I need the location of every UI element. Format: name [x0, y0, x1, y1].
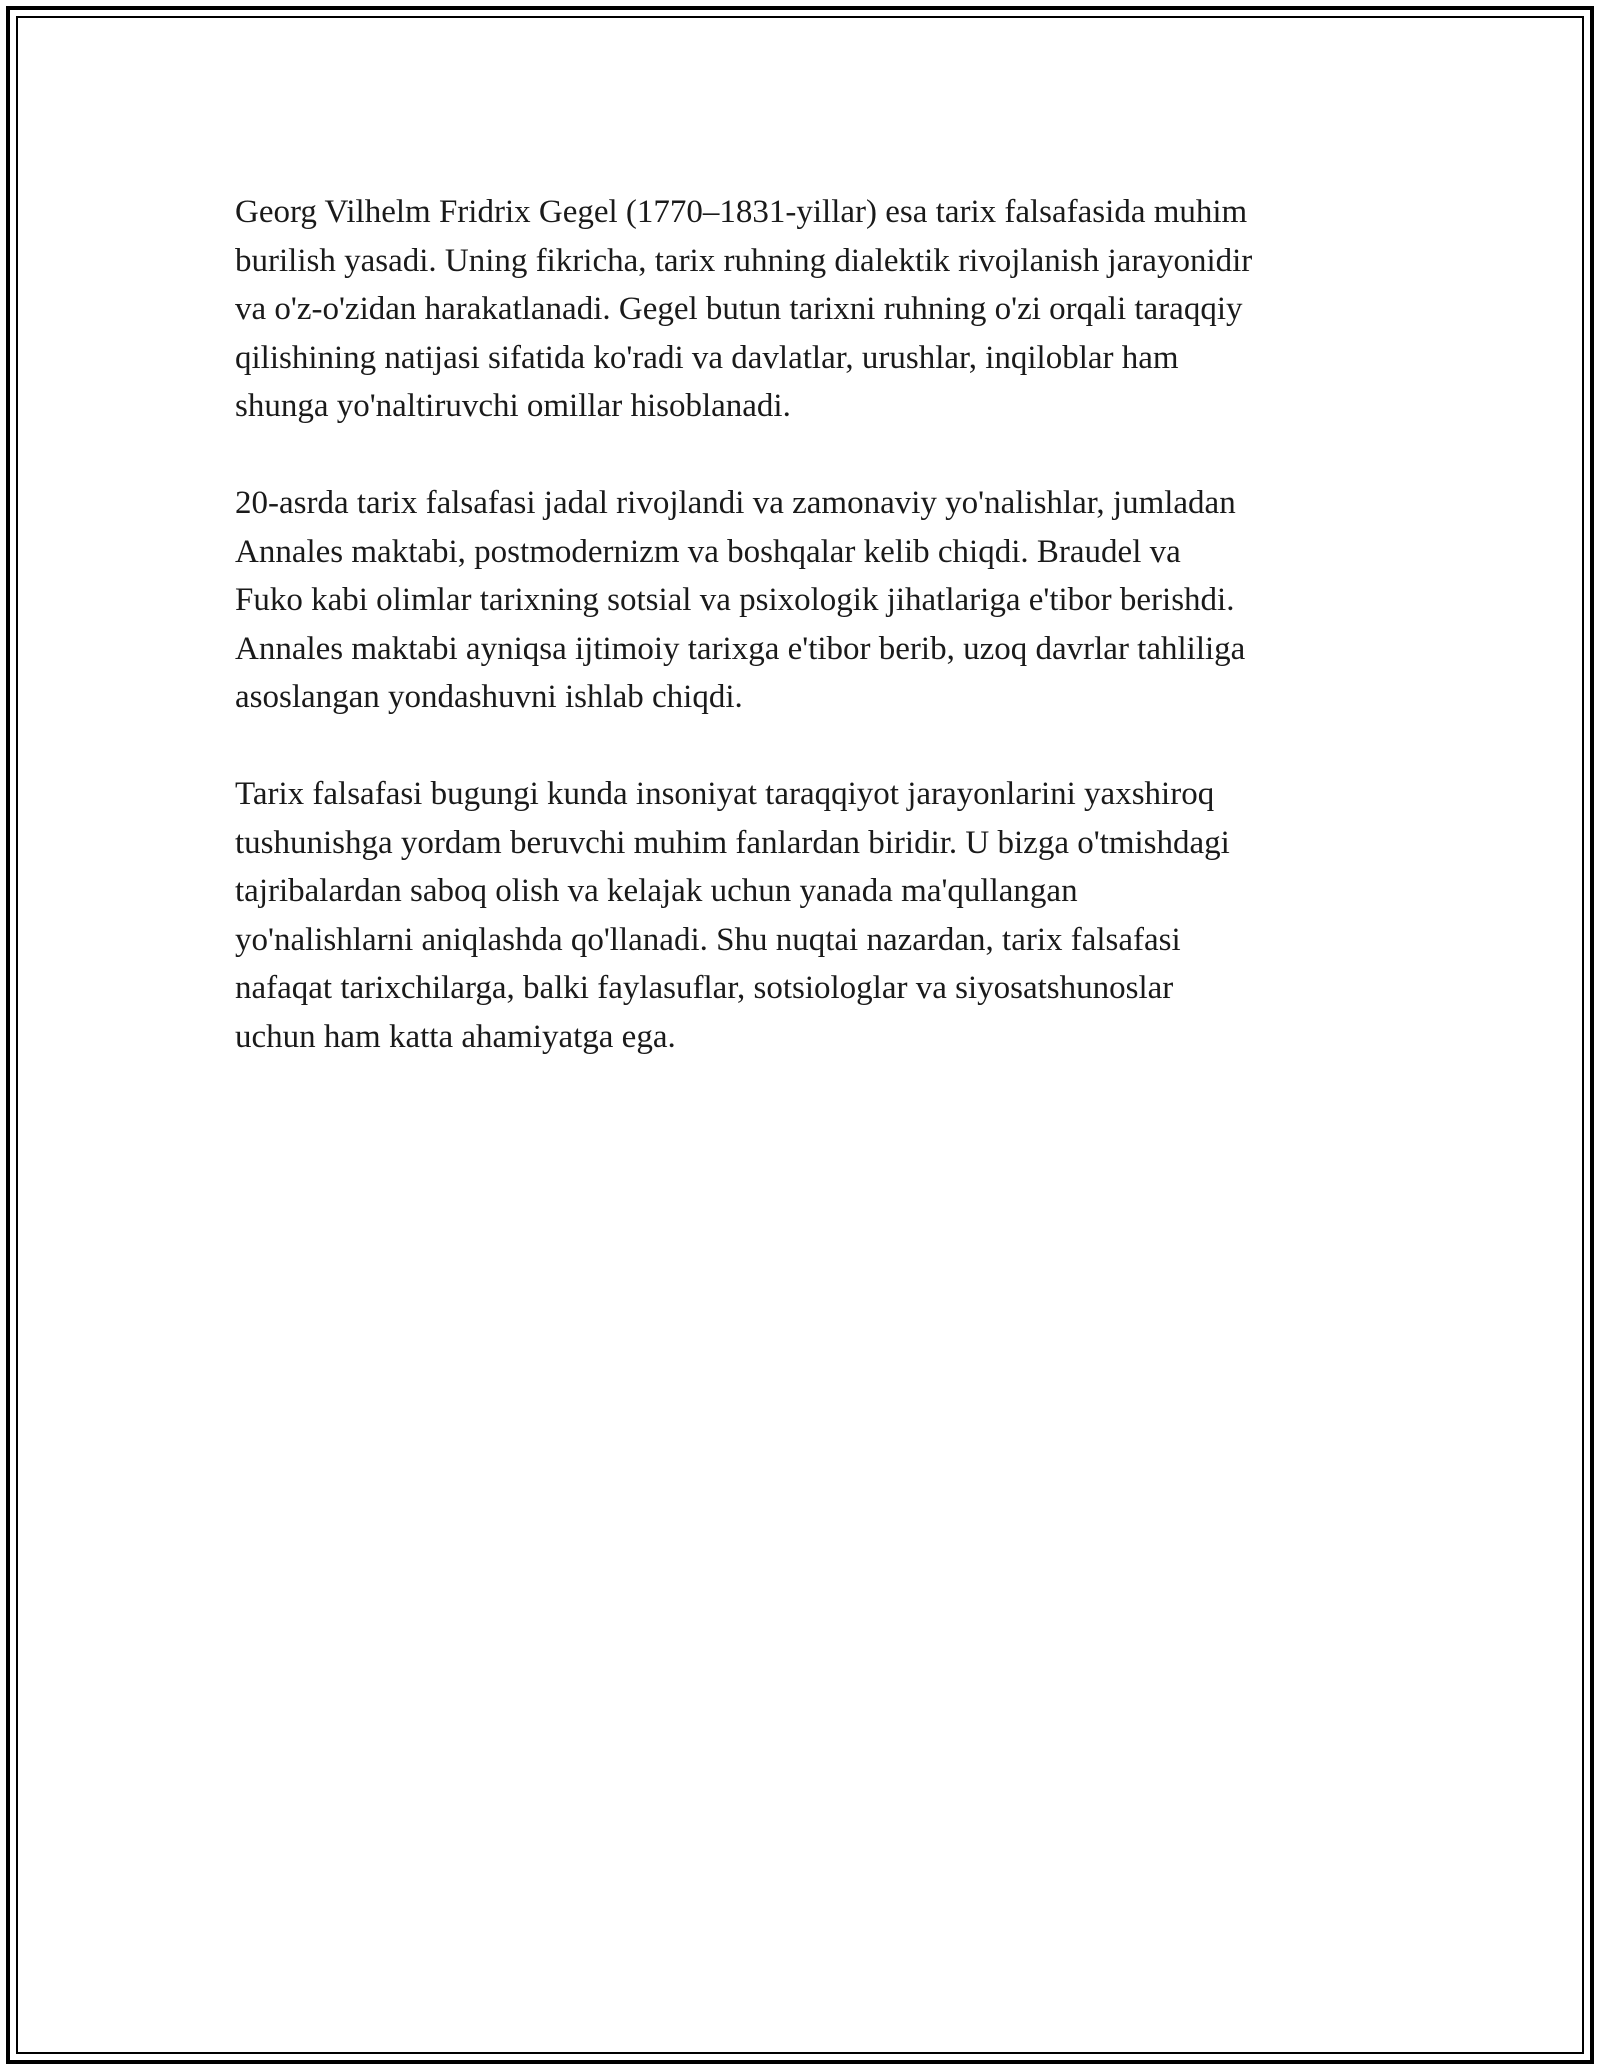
paragraph-20th-century: [235, 479, 1375, 722]
text-line: va o'z-o'zidan harakatlanadi. Gegel butun tarixni ruhning o'zi orqali taraqqiy: [235, 291, 1243, 327]
text-line: yo'nalishlarni aniqlashda qo'llanadi. Shu nuqtai nazardan, tarix falsafasi: [235, 921, 1181, 958]
text-line: nafaqat tarixchilarga, balki faylasuflar, sotsiologlar va siyosatshunoslar: [235, 970, 1174, 1006]
paragraph-hegel: [235, 188, 1375, 431]
text-line: Annales maktabi ayniqsa ijtimoiy tarixga e'tibor berib, uzoq davrlar tahliliga: [235, 630, 1246, 667]
text-line: Fuko kabi olimlar tarixning sotsial va psixologik jihatlariga e'tibor berishdi.: [235, 582, 1235, 618]
text-line: Annales maktabi, postmodernizm va boshqalar kelib chiqdi. Braudel va: [235, 533, 1181, 570]
text-line: asoslangan yondashuvni ishlab chiqdi.: [235, 679, 743, 715]
text-line: tajribalardan saboq olish va kelajak uchun yanada ma'qullangan: [235, 873, 1078, 909]
text-line: Georg Vilhelm Fridrix Gegel (1770–1831-yillar) esa tarix falsafasida muhim: [235, 194, 1248, 230]
text-line: tushunishga yordam beruvchi muhim fanlardan biridir. U bizga o'tmishdagi: [235, 824, 1230, 861]
text-line: 20-asrda tarix falsafasi jadal rivojlandi va zamonaviy yo'nalishlar, jumladan: [235, 485, 1236, 521]
text-line: burilish yasadi. Uning fikricha, tarix ruhning dialektik rivojlanish jarayonidir: [235, 242, 1253, 279]
text-line: qilishining natijasi sifatida ko'radi va davlatlar, urushlar, inqiloblar ham: [235, 339, 1179, 376]
text-line: Tarix falsafasi bugungi kunda insoniyat taraqqiyot jarayonlarini yaxshiroq: [235, 776, 1215, 812]
text-line: uchun ham katta ahamiyatga ega.: [235, 1018, 676, 1055]
text-line: shunga yo'naltiruvchi omillar hisoblanadi.: [235, 388, 791, 424]
document-body: [235, 188, 1375, 1110]
paragraph-today: [235, 770, 1375, 1061]
